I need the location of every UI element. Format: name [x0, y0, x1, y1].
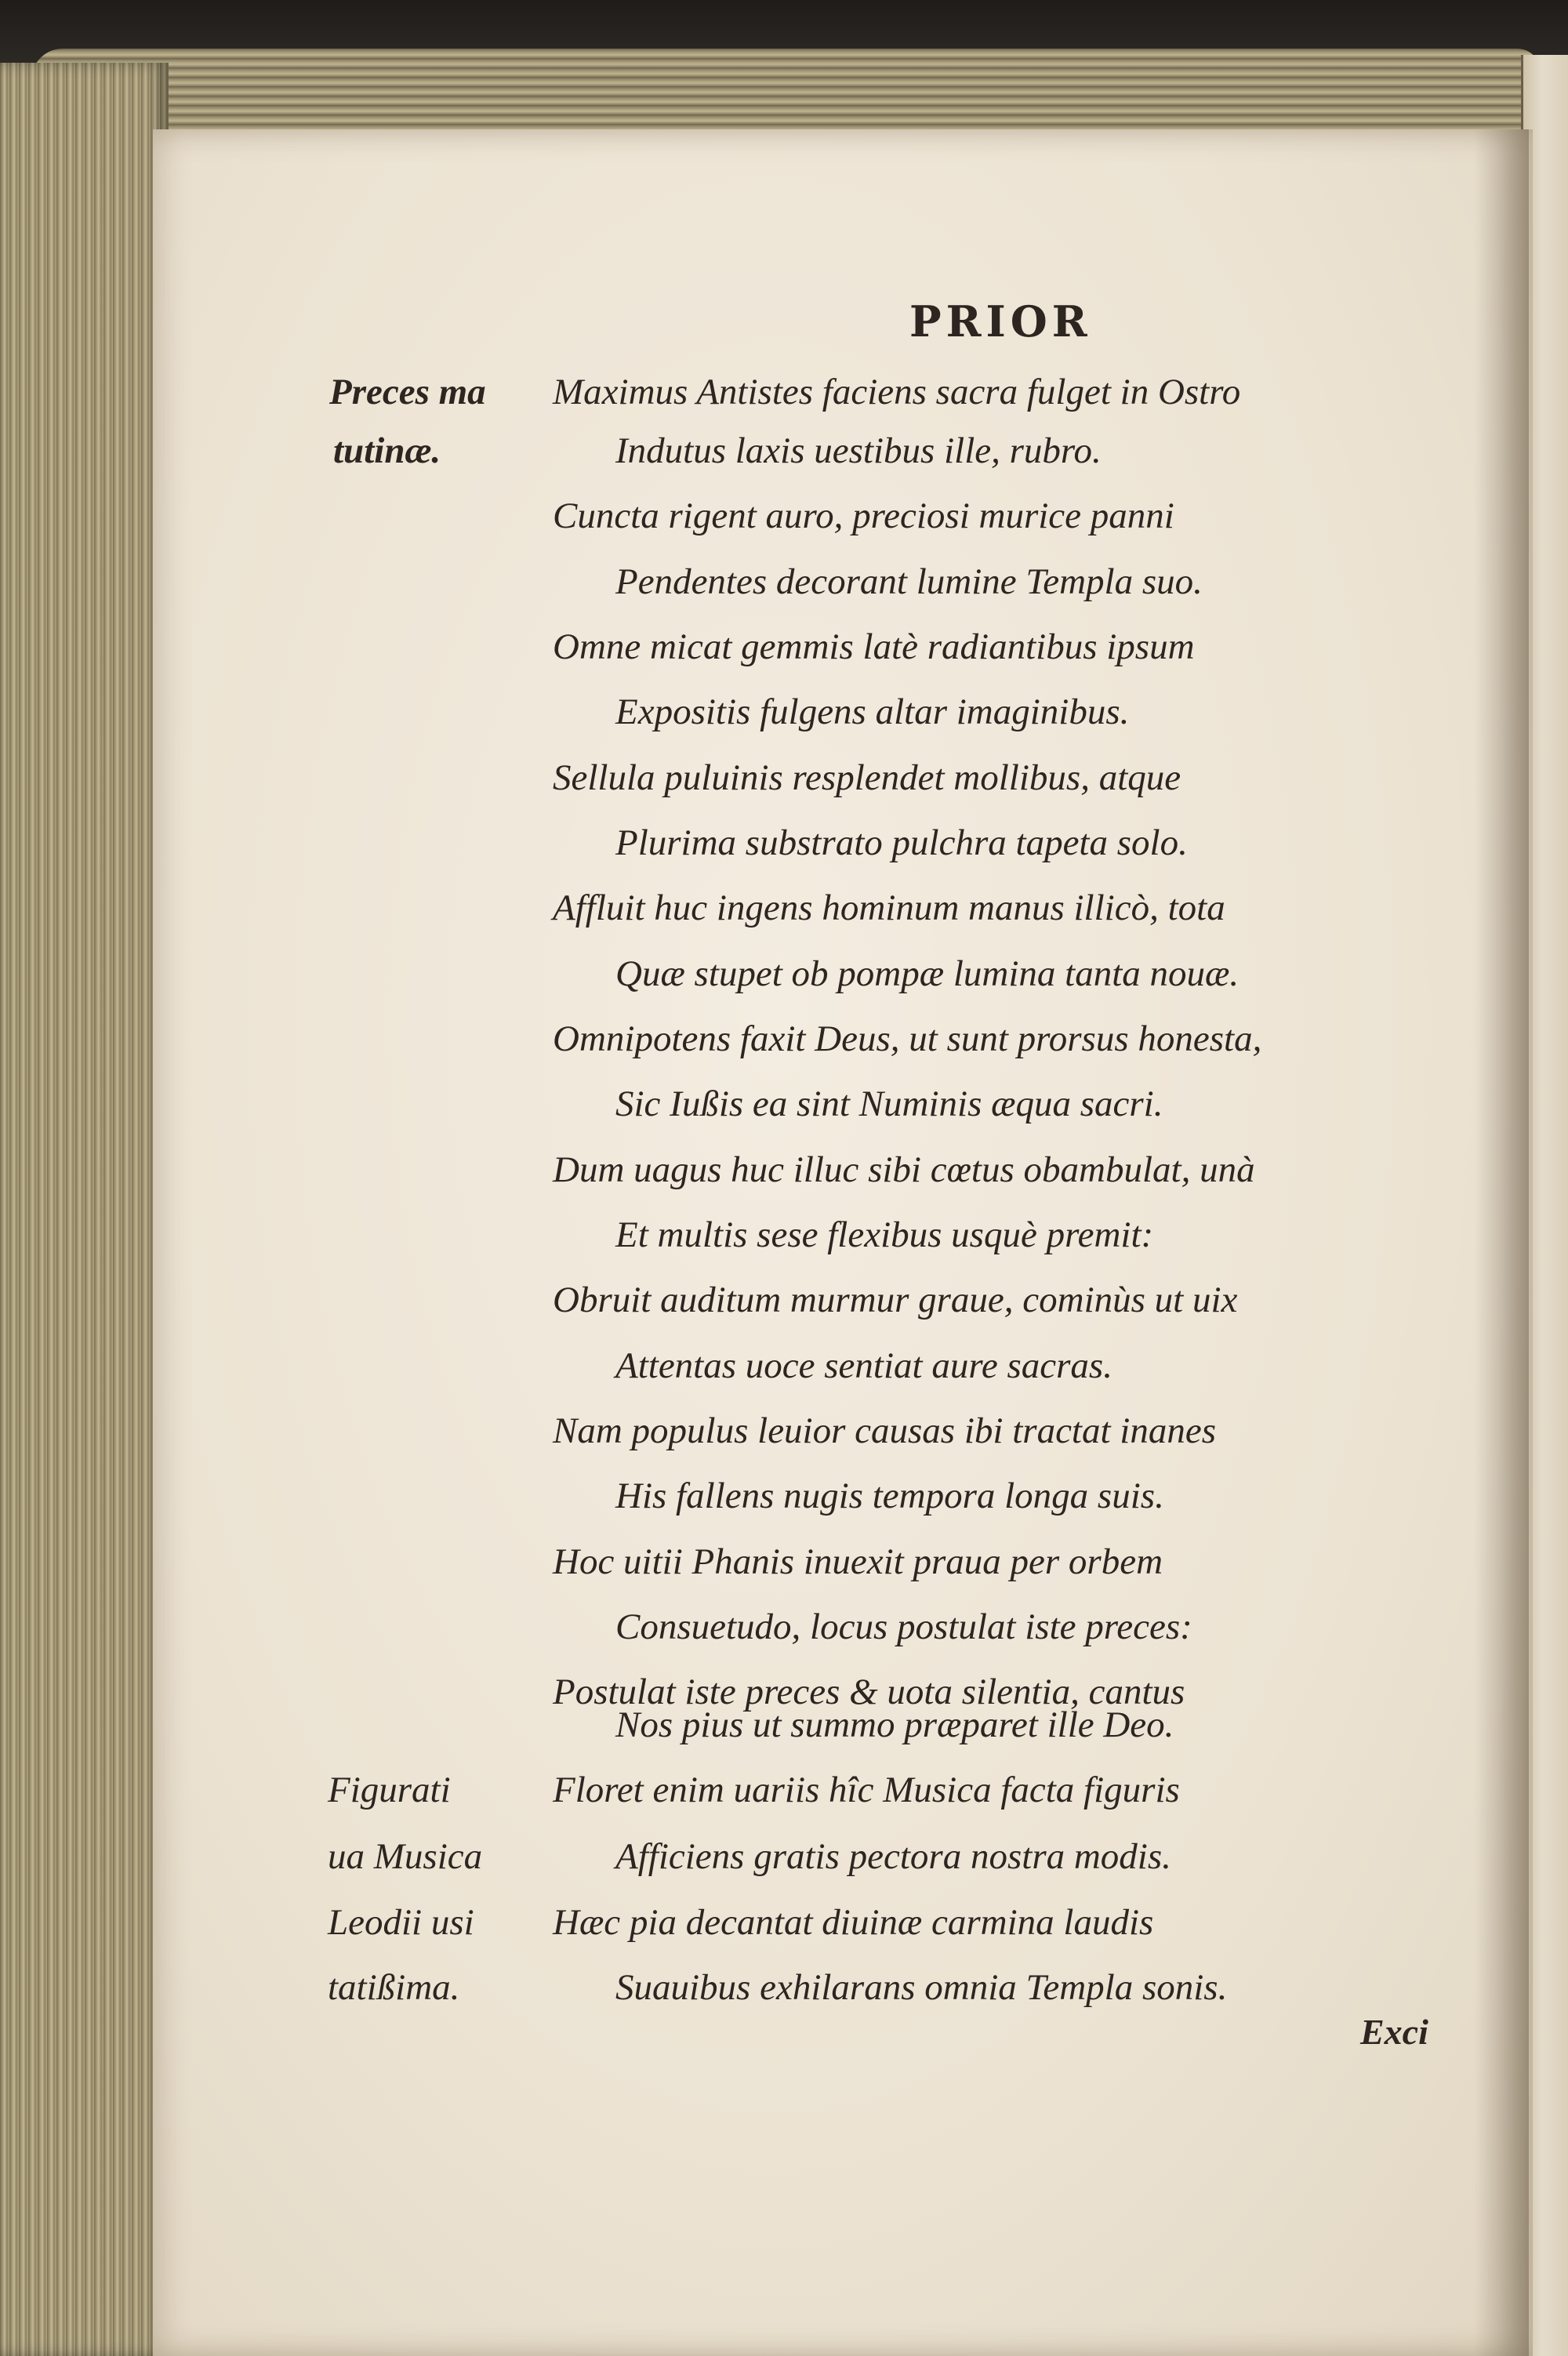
verse-line: Nos pius ut summo præparet ille Deo.: [615, 1704, 1174, 1745]
verse-line: Hæc pia decantat diuinæ carmina laudis: [553, 1902, 1154, 1943]
verse-line: Consuetudo, locus postulat iste preces:: [615, 1606, 1192, 1647]
verse-line: Hoc uitii Phanis inuexit praua per orbem: [553, 1541, 1163, 1582]
verse-line: Sic Iußis ea sint Numinis æqua sacri.: [615, 1084, 1163, 1124]
verse-line: Cuncta rigent auro, preciosi murice panni: [553, 496, 1174, 536]
margin-note: Preces ma: [329, 372, 486, 412]
verse-line: Attentas uoce sentiat aure sacras.: [615, 1345, 1112, 1386]
verse-line: Omne micat gemmis latè radiantibus ipsum: [553, 626, 1195, 667]
verse-line: Pendentes decorant lumine Templa suo.: [615, 561, 1203, 602]
verse-line: Sellula puluinis resplendet mollibus, atque: [553, 757, 1181, 798]
gutter-shadow: [1474, 129, 1529, 2356]
verse-line: Suauibus exhilarans omnia Templa sonis.: [615, 1967, 1228, 2008]
verse-line: Obruit auditum murmur graue, cominùs ut uix: [553, 1280, 1238, 1320]
book-fore-edges: [0, 63, 169, 2356]
running-head: PRIOR: [909, 296, 1092, 347]
catchword: Exci: [1360, 2012, 1428, 2052]
margin-note: tatißima.: [328, 1967, 460, 2008]
verse-line: Maximus Antistes faciens sacra fulget in Ostro: [553, 372, 1241, 412]
verse-line: Nam populus leuior causas ibi tractat inanes: [553, 1410, 1216, 1451]
margin-note: tutinæ.: [333, 430, 441, 471]
verse-line: Affluit huc ingens hominum manus illicò, tota: [553, 888, 1225, 928]
margin-note: Leodii usi: [328, 1902, 474, 1943]
verse-line: Plurima substrato pulchra tapeta solo.: [615, 822, 1188, 863]
verse-line: Expositis fulgens altar imaginibus.: [615, 692, 1130, 732]
verse-line: Postulat iste preces & uota silentia, cantus: [553, 1672, 1185, 1712]
verse-line: Floret enim uariis hîc Musica facta figuris: [553, 1770, 1180, 1810]
verse-line: Omnipotens faxit Deus, ut sunt prorsus honesta,: [553, 1018, 1262, 1059]
verse-line: Quæ stupet ob pompæ lumina tanta nouæ.: [615, 953, 1240, 994]
margin-note: ua Musica: [328, 1836, 483, 1877]
verse-line: Indutus laxis uestibus ille, rubro.: [615, 430, 1102, 471]
verse-line: Dum uagus huc illuc sibi cœtus obambulat, unà: [553, 1149, 1255, 1190]
verse-line: Et multis sese flexibus usquè premit:: [615, 1214, 1154, 1255]
margin-note: Figurati: [328, 1770, 451, 1810]
verse-line: Afficiens gratis pectora nostra modis.: [615, 1836, 1171, 1877]
verse-line: His fallens nugis tempora longa suis.: [615, 1476, 1164, 1516]
